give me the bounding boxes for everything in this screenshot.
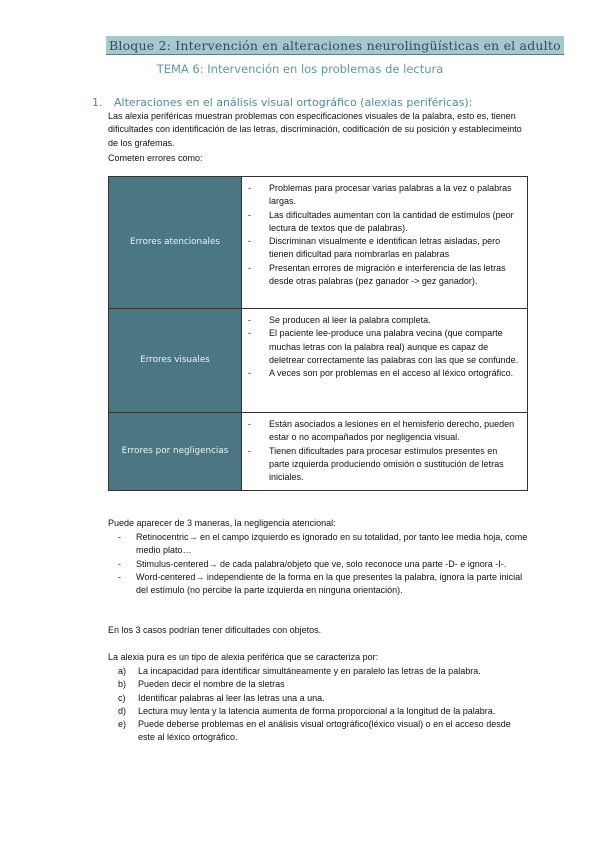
table-row	[109, 177, 528, 309]
category-cell: Errores visuales	[109, 309, 242, 413]
block-title: Bloque 2: Intervención en alteraciones neurolingüísticas en el adulto	[106, 36, 564, 55]
topic-title: TEMA 6: Intervención en los problemas de lectura	[156, 62, 444, 76]
section-heading	[92, 96, 472, 109]
list-item: - Word-centered→ independiente de la forma en la que presentes la palabra, ignora la parte inicial del estímulo (no percibe la parte izquierda en ninguna orientación).	[114, 571, 528, 598]
errors-intro: Cometen errores como:	[108, 153, 203, 163]
pure-alexia-intro: La alexia pura es un tipo de alexia periférica que se caracteriza por:	[108, 652, 379, 662]
list-marker: e)	[118, 719, 127, 730]
list-item	[114, 678, 528, 691]
objects-note: En los 3 casos podrían tener dificultades con objetos.	[108, 625, 322, 635]
list-item-text: Pueden decir el nombre de la sletras	[138, 679, 285, 690]
description-cell	[242, 177, 528, 309]
list-marker: a)	[118, 666, 127, 676]
list-item-text: Puede deberse problemas en el análisis visual ortográfico(léxico visual) o en el acceso desde este al léxico ortográfico.	[138, 719, 511, 743]
list-item-text: Identificar palabras al leer las letras una a una.	[138, 692, 325, 703]
errors-table	[108, 176, 528, 491]
list-item-text: La incapacidad para identificar simultáneamente y en paralelo las letras de la palabra.	[138, 666, 481, 676]
section-number: 1.	[92, 96, 103, 109]
list-item: - Stimulus-centered→ de cada palabra/objeto que ve, solo reconoce una parte -D- e ignora -I-.	[114, 558, 528, 571]
neglect-list	[114, 531, 528, 597]
list-item: - Tienen dificultades para procesar estímulos presentes en parte izquierda produciendo omisión o sustitución de letras iniciales.	[246, 445, 519, 485]
description-cell	[242, 309, 528, 413]
pure-alexia-list	[114, 665, 528, 745]
section-title: Alteraciones en el análisis visual ortográfico (alexias periféricas):	[114, 96, 473, 109]
list-item	[114, 692, 528, 705]
intro-paragraph: Las alexia periféricas muestran problemas con especificaciones visuales de la palabra, esto es, tienen dificultades con identificación de las letras, discriminación, codificación de su posición y establecimeinto de los grafemas.	[108, 111, 522, 148]
list-item: - Discriminan visualmente e identifican letras aisladas, pero tienen dificultad para nombrarlas en palabras	[246, 235, 519, 262]
category-cell: Errores atencionales	[109, 177, 242, 309]
category-cell: Errores por negligencias	[109, 413, 242, 491]
table-row	[109, 413, 528, 491]
table-row	[109, 309, 528, 413]
list-item-text: Lectura muy lenta y la latencia aumenta de forma proporcional a la longitud de la palabra.	[138, 705, 496, 716]
list-marker: b)	[118, 679, 127, 690]
list-item	[114, 718, 528, 745]
list-item: - Problemas para procesar varias palabras a la vez o palabras largas.	[246, 182, 519, 209]
list-item	[114, 705, 528, 718]
list-item: - Se producen al leer la palabra completa.	[246, 314, 519, 327]
neglect-intro: Puede aparecer de 3 maneras, la negligencia atencional:	[108, 518, 336, 528]
list-item: - Están asociados a lesiones en el hemisferio derecho, pueden estar o no acompañados por negligencia visual.	[246, 418, 519, 445]
list-item	[114, 665, 528, 678]
list-marker: c)	[118, 692, 126, 703]
list-item: - Las dificultades aumentan con la cantidad de estímulos (peor lectura de textos que de palabras).	[246, 209, 519, 236]
list-item: - A veces son por problemas en el acceso al léxico ortográfico.	[246, 367, 519, 380]
description-cell	[242, 413, 528, 491]
list-item: - Presentan errores de migración e interferencia de las letras desde otras palabras (pez ganador -> gez ganador).	[246, 262, 519, 289]
list-item: - Retinocentric→ en el campo izquierdo es ignorado en su totalidad, por tanto lee media hoja, come medio plato…	[114, 531, 528, 558]
list-marker: d)	[118, 705, 127, 716]
list-item: - El paciente lee-produce una palabra vecina (que comparte muchas letras con la palabra real) aunque es capaz de deletrear correctamente las palabras con las que se confunde.	[246, 327, 519, 367]
